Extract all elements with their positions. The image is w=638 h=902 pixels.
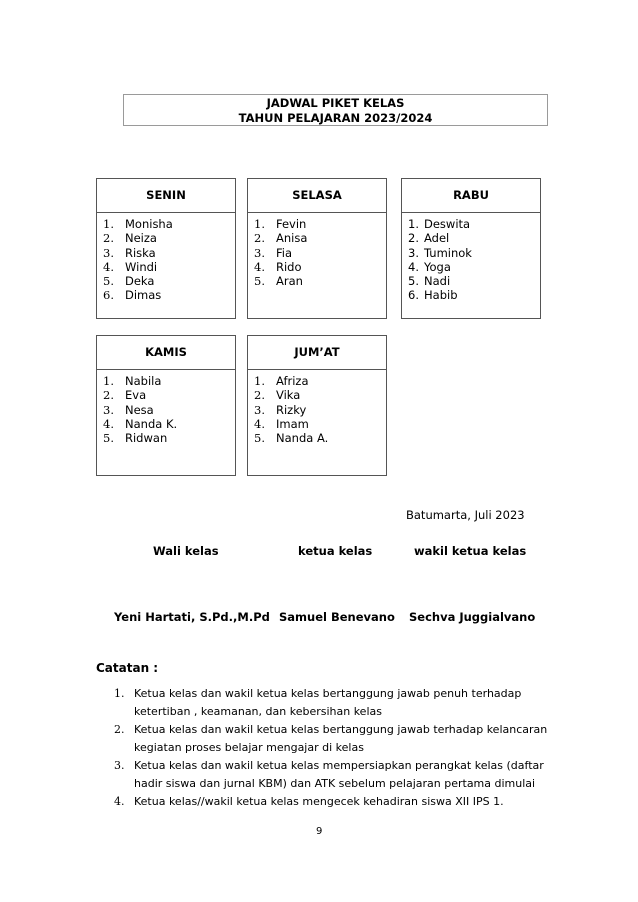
title-box [123,94,548,126]
day-header: KAMIS [97,336,235,370]
list-item: 3. Tuminok [408,245,472,260]
list-item: 5. Deka [103,274,155,289]
list-item: 5. Nanda A. [254,431,329,446]
list-item: 2. Eva [103,388,147,403]
list-item: 3. Riska [103,245,156,260]
day-header: SELASA [248,179,386,213]
list-item: 4. Windi [103,259,158,274]
name-wali-kelas: Yeni Hartati, S.Pd.,M.Pd [114,610,270,624]
list-item: 2. Vika [254,388,301,403]
place-date: Batumarta, Juli 2023 [406,508,525,522]
title-line-2: TAHUN PELAJARAN 2023/2024 [238,111,433,125]
role-wakil-ketua-kelas: wakil ketua kelas [414,544,527,558]
list-item: 6. Habib [408,288,458,303]
list-item: 2. Adel [408,231,450,246]
name-wakil-ketua-kelas: Sechva Juggialvano [409,610,536,624]
list-item: 2. Anisa [254,231,308,246]
title-line-1: JADWAL PIKET KELAS [266,96,405,110]
role-wali-kelas: Wali kelas [153,544,219,558]
notes-list [114,685,554,811]
list-item: 3. Fia [254,245,293,260]
list-item: 1. Deswita [408,217,471,231]
role-ketua-kelas: ketua kelas [298,544,373,558]
list-item: 1. Nabila [103,374,162,388]
list-item: 5. Ridwan [103,431,168,446]
list-item: 1. Ketua kelas dan wakil ketua kelas bertanggung jawab penuh terhadap ketertiban , keamanan, dan kebersihan kelas [114,687,522,718]
list-item: 5. Aran [254,274,303,289]
list-item: 2. Neiza [103,231,157,246]
list-item: 2. Ketua kelas dan wakil ketua kelas bertanggung jawab terhadap kelancaran kegiatan proses belajar mengajar di kelas [114,723,548,754]
list-item: 1. Afriza [254,374,309,388]
list-item: 4. Yoga [408,259,451,274]
list-item: 4. Ketua kelas//wakil ketua kelas mengecek kehadiran siswa XII IPS 1. [114,795,504,808]
list-item: 1. Monisha [103,217,173,231]
day-box-selasa [247,178,387,319]
notes-title: Catatan : [96,661,159,675]
list-item: 4. Nanda K. [103,416,178,431]
list-item: 1. Fevin [254,217,307,231]
day-box-rabu [401,178,541,319]
day-header: SENIN [97,179,235,213]
name-ketua-kelas: Samuel Benevano [279,610,395,624]
list-item: 5. Nadi [408,274,451,289]
day-header: JUM’AT [248,336,386,370]
list-item: 6. Dimas [103,288,162,303]
list-item: 3. Nesa [103,402,154,417]
list-item: 3. Ketua kelas dan wakil ketua kelas mempersiapkan perangkat kelas (daftar hadir siswa dan jurnal KBM) dan ATK sebelum pelajaran pertama dimulai [114,759,544,790]
day-box-jumat [247,335,387,476]
list-item: 4. Rido [254,259,302,274]
day-box-senin [96,178,236,319]
day-box-kamis [96,335,236,476]
list-item: 3. Rizky [254,402,307,417]
day-header: RABU [402,179,540,213]
page-number: 9 [316,826,323,837]
list-item: 4. Imam [254,416,309,431]
